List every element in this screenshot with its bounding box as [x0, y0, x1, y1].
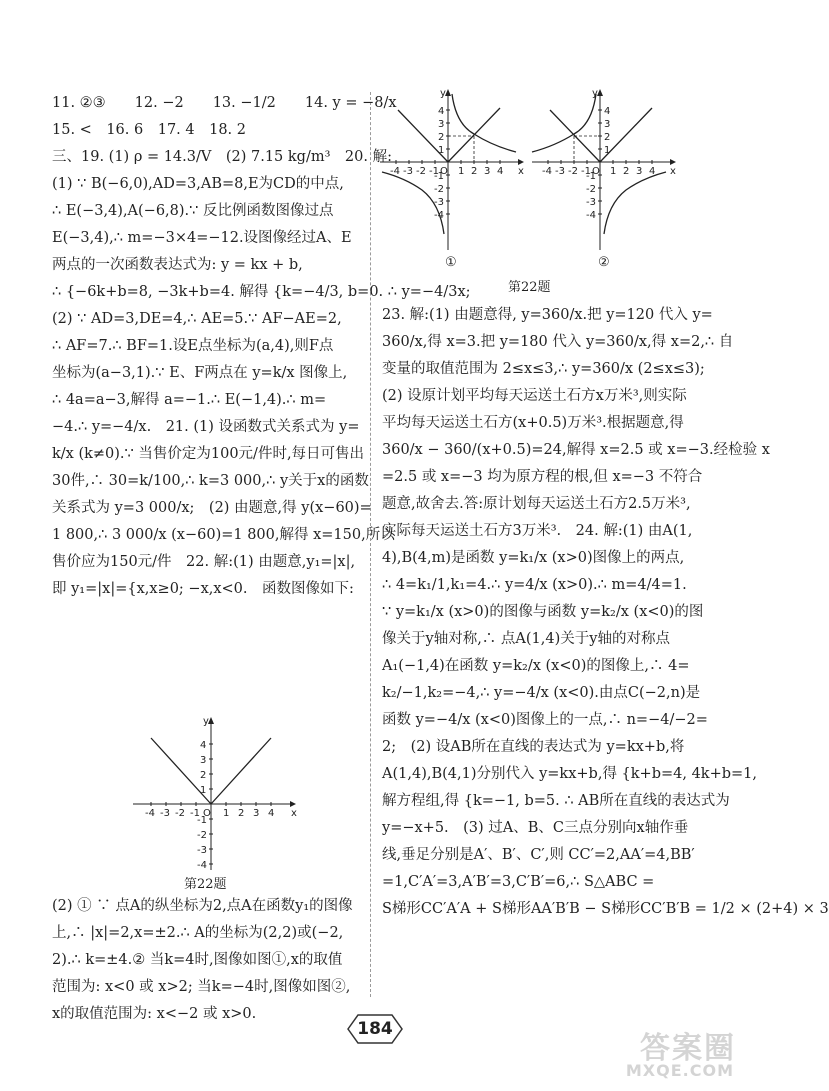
- y-tick-label: 3: [438, 119, 445, 130]
- text-line: ∴ 4=k₁/1,k₁=4.∴ y=4/x (x>0).∴ m=4/4=1.: [382, 577, 687, 593]
- x-tick-label: -2: [416, 166, 426, 177]
- text-line: 坐标为(a−3,1).∵ E、F两点在 y=k/x 图像上,: [52, 365, 348, 381]
- x-tick-label: 4: [649, 166, 656, 177]
- y-tick-label: -3: [434, 197, 444, 208]
- text-line: 题意,故舍去.答:原计划每天运送土石方2.5万米³,: [382, 496, 691, 512]
- hyperbola-q4: [604, 172, 666, 234]
- text-line: 三、19. (1) ρ = 14.3/V (2) 7.15 kg/m³ 20. 解:: [52, 149, 392, 165]
- x-tick-label: 4: [497, 166, 504, 177]
- y-tick-label: -1: [197, 815, 207, 826]
- text-line: S梯形CC′A′A + S梯形AA′B′B − S梯形CC′B′B = 1/2 × (2+4) × 3: [382, 901, 829, 917]
- x-tick-label: -1: [581, 166, 591, 177]
- abs-right-branch: [211, 738, 271, 804]
- text-line: 23. 解:(1) 由题意得, y=360/x.把 y=120 代入 y=: [382, 307, 713, 323]
- text-line: =1,C′A′=3,A′B′=3,C′B′=6,∴ S△ABC =: [382, 874, 655, 890]
- y-tick-label: 2: [604, 132, 611, 143]
- text-line: 360/x − 360/(x+0.5)=24,解得 x=2.5 或 x=−3.经检验 x: [382, 442, 770, 458]
- y-tick-label: -3: [586, 197, 596, 208]
- text-line: k₂/−1,k₂=−4,∴ y=−4/x (x<0).由点C(−2,n)是: [382, 685, 701, 701]
- figure-1-label: ①: [445, 255, 457, 270]
- text-line: 平均每天运送土石方(x+0.5)万米³.根据题意,得: [382, 415, 684, 431]
- figure-caption: 第22题: [184, 877, 227, 892]
- y-tick-label: 4: [438, 106, 445, 117]
- text-line: 实际每天运送土石方3万米³. 24. 解:(1) 由A(1,: [382, 523, 693, 539]
- text-line: ∴ {−6k+b=8, −3k+b=4. 解得 {k=−4/3, b=0. ∴ y=−4/3x;: [52, 284, 471, 300]
- x-tick-label: -1: [190, 808, 200, 819]
- x-tick-label: -1: [429, 166, 439, 177]
- text-line: 2; (2) 设AB所在直线的表达式为 y=kx+b,将: [382, 739, 685, 755]
- y-tick-label: 4: [200, 740, 207, 751]
- y-tick-label: 1: [604, 145, 611, 156]
- text-line: ∴ AF=7.∴ BF=1.设E点坐标为(a,4),则F点: [52, 338, 334, 354]
- abs-graph-figure: [125, 712, 300, 870]
- figure-1-svg: [378, 86, 526, 264]
- x-tick-label: -2: [175, 808, 185, 819]
- text-line: 即 y₁=|x|={x,x≥0; −x,x<0. 函数图像如下:: [52, 581, 354, 597]
- hyperbola-q1: [452, 94, 516, 152]
- text-line: 11. ②③ 12. −2 13. −1/2 14. y = −8/x: [52, 95, 397, 111]
- text-line: 1 800,∴ 3 000/x (x−60)=1 800,解得 x=150,所以: [52, 527, 395, 543]
- left-column: [52, 90, 471, 603]
- x-tick-label: 2: [471, 166, 478, 177]
- text-line: (2) ∵ AD=3,DE=4,∴ AE=5.∵ AF−AE=2,: [52, 311, 342, 327]
- text-line: x的取值范围为: x<−2 或 x>0.: [52, 1006, 257, 1022]
- x-tick-label: -3: [403, 166, 413, 177]
- x-tick-label: 1: [223, 808, 230, 819]
- text-line: 两点的一次函数表达式为: y = kx + b,: [52, 257, 303, 273]
- page-number-badge: [346, 1012, 404, 1046]
- text-line: 售价应为150元/件 22. 解:(1) 由题意,y₁=|x|,: [52, 554, 356, 570]
- text-line: y=−x+5. (3) 过A、B、C三点分别向x轴作垂: [382, 820, 689, 836]
- figure-caption: 第22题: [508, 280, 551, 295]
- y-tick-label: 3: [200, 755, 207, 766]
- y-tick-label: -2: [434, 184, 444, 195]
- right-column: [382, 302, 829, 923]
- text-line: 解方程组,得 {k=−1, b=5. ∴ AB所在直线的表达式为: [382, 793, 730, 809]
- x-tick-label: -4: [542, 166, 552, 177]
- x-tick-label: 2: [238, 808, 245, 819]
- y-tick-label: -2: [197, 830, 207, 841]
- left-column-after-figure: [52, 893, 360, 1028]
- y-tick-label: 3: [604, 119, 611, 130]
- y-tick-label: -3: [197, 845, 207, 856]
- text-line: 4),B(4,m)是函数 y=k₁/x (x>0)图像上的两点,: [382, 550, 685, 566]
- text-line: 变量的取值范围为 2≤x≤3,∴ y=360/x (2≤x≤3);: [382, 361, 705, 377]
- text-line: E(−3,4),∴ m=−3×4=−12.设图像经过A、E: [52, 230, 352, 246]
- y-tick-label: 1: [200, 785, 207, 796]
- y-tick-label: -1: [434, 171, 444, 182]
- y-tick-label: 1: [438, 145, 445, 156]
- text-line: −4.∴ y=−4/x. 21. (1) 设函数式关系式为 y=: [52, 419, 360, 435]
- x-tick-label: 3: [636, 166, 643, 177]
- text-line: =2.5 或 x=−3 均为原方程的根,但 x=−3 不符合: [382, 469, 703, 485]
- text-line: ∴ 4a=a−3,解得 a=−1.∴ E(−1,4).∴ m=: [52, 392, 327, 408]
- text-line: A(1,4),B(4,1)分别代入 y=kx+b,得 {k+b=4, 4k+b=1,: [382, 766, 758, 782]
- text-line: (2) ① ∵ 点A的纵坐标为2,点A在函数y₁的图像: [52, 898, 353, 914]
- text-line: 范围为: x<0 或 x>2; 当k=−4时,图像如图②,: [52, 979, 351, 995]
- x-tick-label: 3: [484, 166, 491, 177]
- text-line: 像关于y轴对称,∴ 点A(1,4)关于y轴的对称点: [382, 631, 670, 647]
- x-tick-label: 2: [623, 166, 630, 177]
- text-line: A₁(−1,4)在函数 y=k₂/x (x<0)的图像上,∴ 4=: [382, 658, 690, 674]
- text-line: k/x (k≠0).∵ 当售价定为100元/件时,每日可售出: [52, 446, 365, 462]
- y-tick-label: 2: [438, 132, 445, 143]
- y-tick-label: 4: [604, 106, 611, 117]
- text-line: (2) 设原计划平均每天运送土石方x万米³,则实际: [382, 388, 687, 404]
- y-tick-label: -4: [197, 860, 207, 871]
- x-tick-label: -3: [555, 166, 565, 177]
- text-line: ∴ E(−3,4),A(−6,8).∵ 反比例函数图像过点: [52, 203, 334, 219]
- x-tick-label: -4: [390, 166, 400, 177]
- watermark: [576, 1023, 736, 1083]
- y-axis-label: y: [440, 88, 446, 99]
- y-axis-label: y: [592, 88, 598, 99]
- x-tick-label: -4: [145, 808, 155, 819]
- y-tick-label: -1: [586, 171, 596, 182]
- x-tick-label: -2: [568, 166, 578, 177]
- origin-label: O: [203, 808, 211, 819]
- y-tick-label: -4: [434, 210, 444, 221]
- text-line: 2).∴ k=±4.② 当k=4时,图像如图①,x的取值: [52, 952, 343, 968]
- text-line: 函数 y=−4/x (x<0)图像上的一点,∴ n=−4/−2=: [382, 712, 708, 728]
- figure-2: [530, 86, 678, 264]
- text-line: 线,垂足分别是A′、B′、C′,则 CC′=2,AA′=4,BB′: [382, 847, 695, 863]
- x-tick-label: 1: [458, 166, 465, 177]
- y-tick-label: -2: [586, 184, 596, 195]
- origin-label: O: [440, 166, 448, 177]
- figure-2-label: ②: [598, 255, 610, 270]
- column-divider: [370, 92, 371, 997]
- text-line: 关系式为 y=3 000/x; (2) 由题意,得 y(x−60)=: [52, 500, 372, 516]
- y-tick-label: 2: [200, 770, 207, 781]
- text-line: ∵ y=k₁/x (x>0)的图像与函数 y=k₂/x (x<0)的图: [382, 604, 704, 620]
- watermark-url: MXQE.COM: [625, 1061, 734, 1080]
- text-line: 15. < 16. 6 17. 4 18. 2: [52, 122, 247, 138]
- page-number: 184: [357, 1019, 393, 1039]
- figure-2-svg: [530, 86, 678, 264]
- text-line: 30件,∴ 30=k/100,∴ k=3 000,∴ y关于x的函数: [52, 473, 369, 489]
- text-line: 上,∴ |x|=2,x=±2.∴ A的坐标为(2,2)或(−2,: [52, 925, 344, 941]
- hyperbola-q2: [532, 94, 596, 152]
- text-line: 360/x,得 x=3.把 y=180 代入 y=360/x,得 x=2,∴ 自: [382, 334, 734, 350]
- x-axis-label: x: [670, 166, 676, 177]
- origin-label: O: [592, 166, 600, 177]
- x-axis-label: x: [291, 808, 297, 819]
- x-tick-label: -3: [160, 808, 170, 819]
- x-tick-label: 4: [268, 808, 275, 819]
- x-axis-label: x: [518, 166, 524, 177]
- figure-1: [378, 86, 526, 264]
- watermark-text: 答案圈: [640, 1031, 736, 1066]
- y-tick-label: -4: [586, 210, 596, 221]
- x-tick-label: 3: [253, 808, 260, 819]
- x-axis-arrow: [290, 801, 296, 807]
- abs-graph-svg: [125, 712, 300, 870]
- text-line: (1) ∵ B(−6,0),AD=3,AB=8,E为CD的中点,: [52, 176, 344, 192]
- y-axis-label: y: [203, 716, 209, 727]
- x-tick-label: 1: [610, 166, 617, 177]
